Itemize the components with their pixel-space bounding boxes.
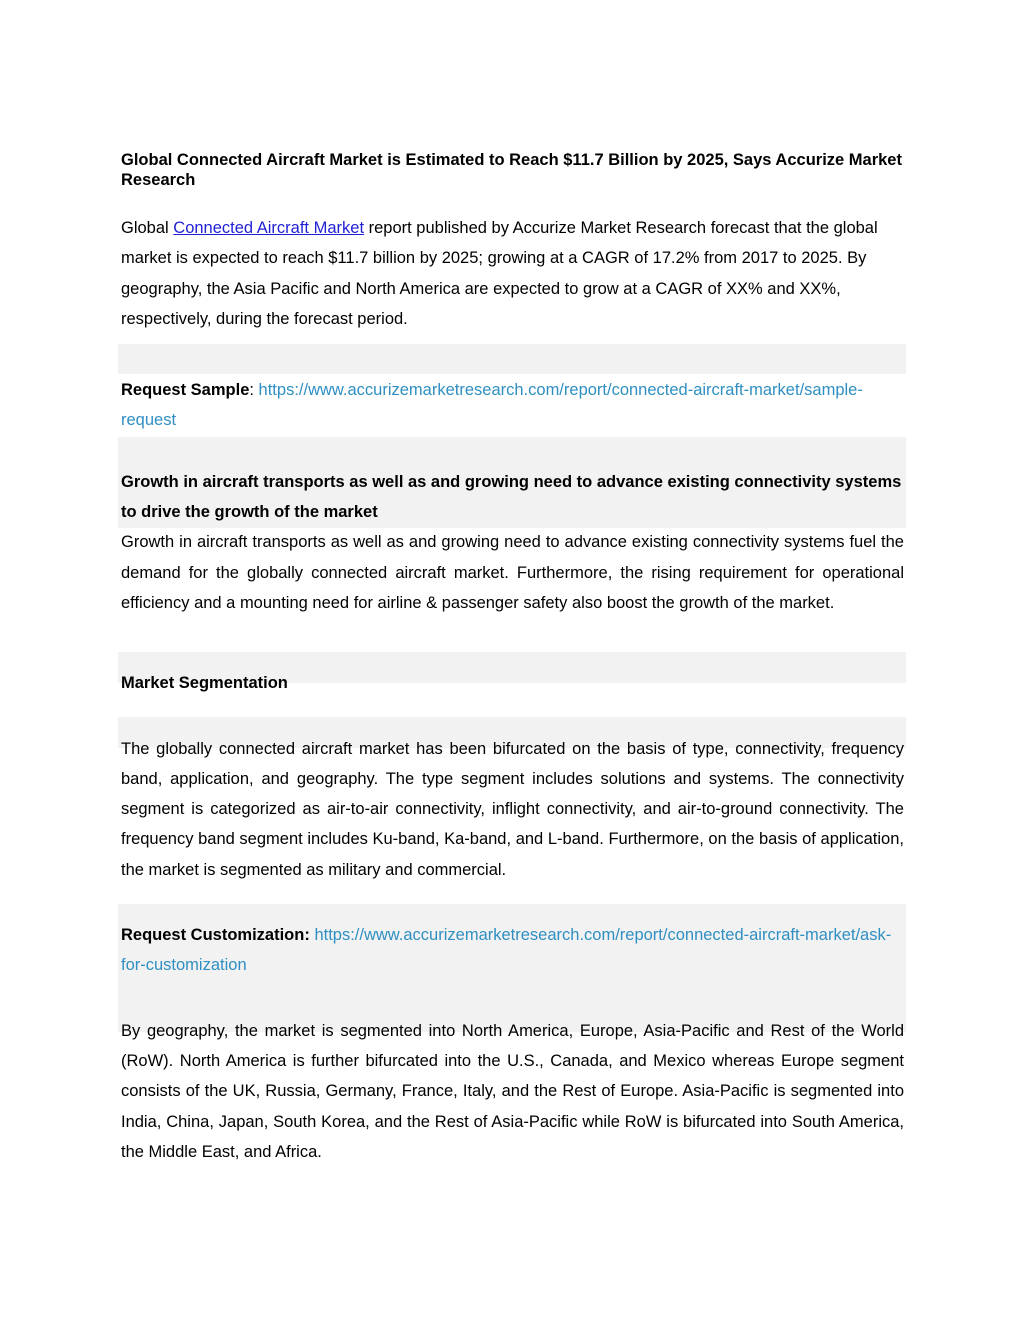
page-title: Global Connected Aircraft Market is Estimated to Reach $11.7 Billion by 2025, Says Accurize Market Research: [121, 151, 902, 189]
request-customization-label: Request Customization:: [121, 926, 310, 945]
document-content: [121, 150, 904, 1167]
growth-heading: Growth in aircraft transports as well as and growing need to advance existing connectivity systems to drive the growth of the market: [121, 472, 902, 522]
request-sample-separator: :: [249, 381, 259, 400]
market-segmentation-heading: Market Segmentation: [121, 674, 288, 693]
intro-prefix: Global: [121, 219, 174, 237]
request-sample-label: Request Sample: [121, 381, 250, 400]
request-sample-url-link[interactable]: https://www.accurizemarketresearch.com/report/connected-aircraft-market/sample-request: [121, 381, 863, 430]
growth-body: Growth in aircraft transports as well as and growing need to advance existing connectivity systems fuel the demand for the globally connected aircraft market. Furthermore, the rising requirement for operational efficiency and a mounting need for airline & passenger safety also boost the growth of the market.: [121, 533, 904, 612]
request-customization-url-link[interactable]: https://www.accurizemarketresearch.com/report/connected-aircraft-market/ask-for-customization: [121, 926, 892, 975]
request-sample-paragraph: [121, 375, 904, 436]
intro-paragraph: [121, 213, 904, 334]
geography-body: By geography, the market is segmented into North America, Europe, Asia-Pacific and Rest of the World (RoW). North America is further bifurcated into the U.S., Canada, and Mexico whereas Europe segment consists of the UK, Russia, Germany, France, Italy, and the Rest of Europe. Asia-Pacific is segmented into India, China, Japan, South Korea, and the Rest of Asia-Pacific while RoW is bifurcated into South America, the Middle East, and Africa.: [121, 1021, 904, 1161]
segmentation-body: The globally connected aircraft market has been bifurcated on the basis of type, connectivity, frequency band, application, and geography. The type segment includes solutions and systems. The connectivity segment is categorized as air-to-air connectivity, inflight connectivity, and air-to-ground connectivity. The frequency band segment includes Ku-band, Ka-band, and L-band. Furthermore, on the basis of application, the market is segmented as military and commercial.: [121, 739, 904, 879]
connected-aircraft-market-link[interactable]: Connected Aircraft Market: [173, 219, 365, 237]
intro-suffix: report published by Accurize Market Research forecast that the global market is expected to reach $11.7 billion by 2025; growing at a CAGR of 17.2% from 2017 to 2025. By geography, the Asia Pacific and North America are expected to grow at a CAGR of XX% and XX%, respectively, during the forecast period.: [121, 219, 878, 328]
request-customization-paragraph: [121, 920, 904, 981]
